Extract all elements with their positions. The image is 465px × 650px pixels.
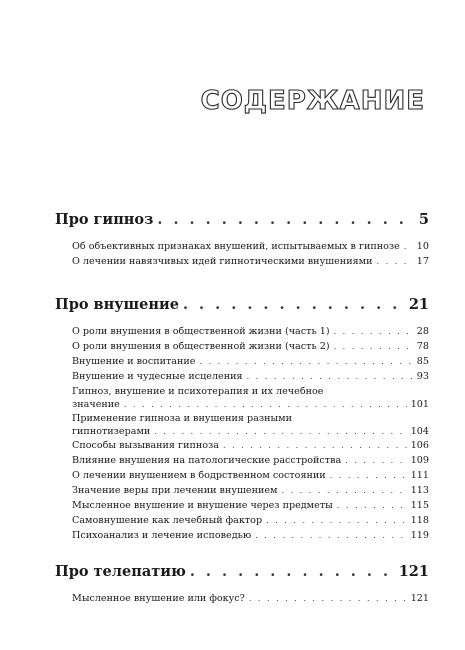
section-heading-title: Про гипноз <box>55 211 154 228</box>
toc-entry-title: Мысленное внушение или фокус? <box>72 593 245 604</box>
dot-leader <box>247 372 413 381</box>
page-title: СОДЕРЖАНИЕ <box>200 86 425 116</box>
toc-entry-title: Способы вызывания гипноза <box>72 440 219 451</box>
dot-leader <box>154 426 406 439</box>
section-heading-page: 121 <box>398 563 429 580</box>
dot-leader <box>249 594 407 603</box>
toc-entry-page: 10 <box>416 241 429 252</box>
toc-entry[interactable] <box>72 356 429 371</box>
toc-entry-title: Самовнушение как лечебный фактор <box>72 515 263 526</box>
toc-entry[interactable] <box>72 500 429 515</box>
toc-section-telepathy <box>55 563 429 608</box>
toc-entry[interactable] <box>72 413 429 438</box>
dot-leader <box>255 531 407 540</box>
toc-entry-page: 78 <box>416 341 429 352</box>
toc-entry-page: 111 <box>410 470 429 481</box>
toc-section-heading[interactable] <box>55 296 429 316</box>
section-heading-title: Про внушение <box>55 296 179 313</box>
toc-entry-page: 118 <box>410 515 429 526</box>
toc-entry-page: 113 <box>410 485 429 496</box>
toc-entry-title: Мысленное внушение и внушение через предметы <box>72 500 333 511</box>
toc-entry[interactable] <box>72 386 429 411</box>
toc-entry[interactable] <box>72 470 429 485</box>
dot-leader <box>337 501 407 510</box>
toc-entry-page: 93 <box>416 371 429 382</box>
toc-entry-page: 104 <box>410 425 429 437</box>
dot-leader <box>183 296 405 313</box>
dot-leader <box>223 441 407 450</box>
toc-entry[interactable] <box>72 593 429 608</box>
dot-leader <box>334 327 413 336</box>
toc-entries <box>72 326 429 545</box>
toc-entry-title-line1: Применение гипноза и внушения разными <box>72 413 292 424</box>
toc-entry-page: 115 <box>410 500 429 511</box>
dot-leader <box>124 399 407 412</box>
toc-entry[interactable] <box>72 256 429 271</box>
toc-entry-page: 101 <box>410 398 429 410</box>
toc-entry-title: О роли внушения в общественной жизни (часть 2) <box>72 341 330 352</box>
toc-entry-title: О роли внушения в общественной жизни (часть 1) <box>72 326 330 337</box>
toc-section-hypnosis <box>55 211 429 271</box>
toc-entry-title: Внушение и чудесные исцеления <box>72 371 243 382</box>
section-heading-page: 21 <box>408 296 429 313</box>
toc-entry-title: О лечении навязчивых идей гипнотическими внушениями <box>72 256 373 267</box>
toc-entry-title: О лечении внушением в бодрственном состоянии <box>72 470 326 481</box>
toc-entry[interactable] <box>72 455 429 470</box>
toc-section-heading[interactable] <box>55 211 429 231</box>
toc-entry-page: 28 <box>416 326 429 337</box>
dot-leader <box>345 456 406 465</box>
toc-entry[interactable] <box>72 530 429 545</box>
dot-leader <box>199 357 412 366</box>
dot-leader <box>266 516 407 525</box>
toc-entry-title: Влияние внушения на патологические расстройства <box>72 455 342 466</box>
dot-leader <box>330 471 407 480</box>
toc-entry[interactable] <box>72 485 429 500</box>
toc-entry-title: Внушение и воспитание <box>72 356 196 367</box>
dot-leader <box>157 211 415 228</box>
toc-entries <box>72 241 429 271</box>
toc-entry-page: 121 <box>410 593 429 604</box>
section-heading-page: 5 <box>418 211 429 228</box>
toc-entry-title: Об объективных признаках внушений, испытываемых в гипнозе <box>72 241 400 252</box>
toc-entry-page: 106 <box>410 440 429 451</box>
section-heading-title: Про телепатию <box>55 563 186 580</box>
dot-leader <box>190 563 395 580</box>
toc-entry-page: 109 <box>410 455 429 466</box>
toc-entry[interactable] <box>72 241 429 256</box>
toc-entry-title-line2: значение <box>72 398 120 410</box>
toc-entries <box>72 593 429 608</box>
toc-entry[interactable] <box>72 371 429 386</box>
toc-entry-page: 17 <box>416 256 429 267</box>
dot-leader <box>404 242 413 251</box>
toc-entry-page: 119 <box>410 530 429 541</box>
toc-entry-title-line2: гипнотизерами <box>72 425 151 437</box>
toc-entry[interactable] <box>72 515 429 530</box>
toc-entry-page: 85 <box>416 356 429 367</box>
toc-entry[interactable] <box>72 341 429 356</box>
toc-entry[interactable] <box>72 326 429 341</box>
dot-leader <box>334 342 413 351</box>
toc-entry-title-line1: Гипноз, внушение и психотерапия и их лечебное <box>72 386 324 397</box>
dot-leader <box>377 257 413 266</box>
dot-leader <box>282 486 407 495</box>
toc-entry-title: Значение веры при лечении внушением <box>72 485 278 496</box>
toc-entry[interactable] <box>72 440 429 455</box>
toc-section-suggestion <box>55 296 429 545</box>
toc-entry-title: Психоанализ и лечение исповедью <box>72 530 252 541</box>
toc-section-heading[interactable] <box>55 563 429 583</box>
